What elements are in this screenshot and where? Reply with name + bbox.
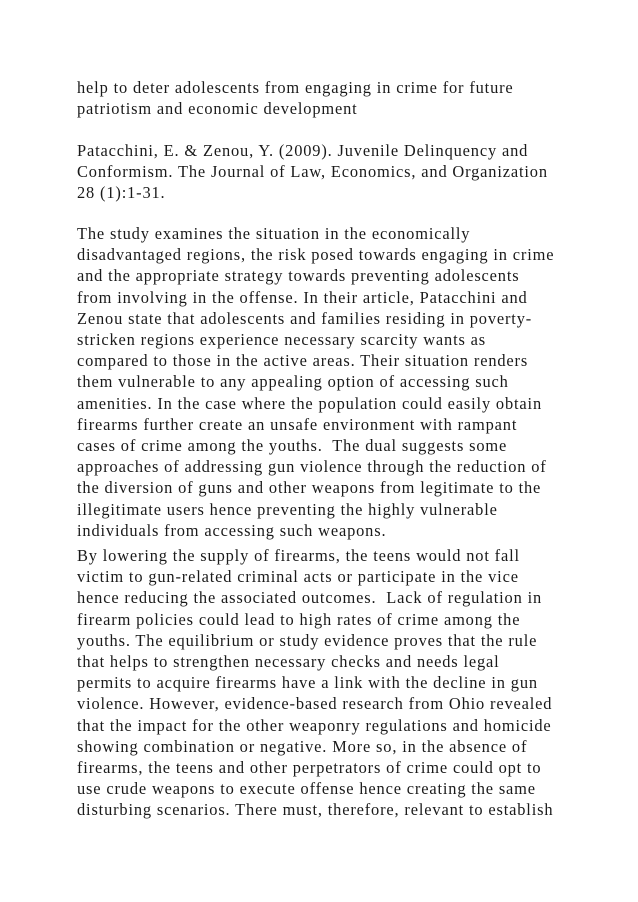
text-line: hence reducing the associated outcomes. Lack of regulation in: [77, 588, 543, 608]
text-line: help to deter adolescents from engaging in crime for future: [77, 78, 514, 97]
text-line: Conformism. The Journal of Law, Economics, and Organization: [77, 162, 548, 182]
text-line: firearm policies could lead to high rates of crime among the: [77, 609, 521, 629]
text-line: individuals from accessing such weapons.: [77, 520, 387, 540]
text-line: compared to those in the active areas. Their situation renders: [77, 351, 529, 371]
text-line: cases of crime among the youths. The dual suggests some: [77, 436, 508, 456]
paragraph-continuation: [77, 77, 577, 119]
reference-citation: [77, 140, 577, 204]
text-line: amenities. In the case where the population could easily obtain: [77, 393, 543, 413]
text-line: use crude weapons to execute offense hence creating the same: [77, 779, 536, 799]
text-line: Patacchini, E. & Zenou, Y. (2009). Juvenile Delinquency and: [77, 141, 529, 160]
paragraph-study-summary: [77, 223, 577, 541]
text-line: 28 (1):1-31.: [77, 183, 166, 203]
text-line: The study examines the situation in the economically: [77, 224, 471, 243]
text-line: the diversion of guns and other weapons from legitimate to the: [77, 478, 542, 498]
text-line: from involving in the offense. In their article, Patacchini and: [77, 287, 528, 307]
text-line: and the appropriate strategy towards preventing adolescents: [77, 266, 520, 286]
text-line: firearms, the teens and other perpetrators of crime could opt to: [77, 758, 542, 778]
text-line: them vulnerable to any appealing option of accessing such: [77, 372, 509, 392]
text-line: firearms further create an unsafe environment with rampant: [77, 414, 518, 434]
text-line: approaches of addressing gun violence through the reduction of: [77, 457, 547, 477]
text-line: violence. However, evidence-based research from Ohio revealed: [77, 694, 553, 714]
text-line: that helps to strengthen necessary checks and needs legal: [77, 652, 500, 672]
text-line: disadvantaged regions, the risk posed towards engaging in crime: [77, 245, 555, 265]
text-line: patriotism and economic development: [77, 99, 358, 119]
text-line: By lowering the supply of firearms, the teens would not fall: [77, 546, 520, 565]
text-line: victim to gun-related criminal acts or participate in the vice: [77, 567, 519, 587]
text-line: youths. The equilibrium or study evidence proves that the rule: [77, 630, 538, 650]
text-line: illegitimate users hence preventing the highly vulnerable: [77, 499, 498, 519]
text-line: disturbing scenarios. There must, therefore, relevant to establish: [77, 800, 554, 820]
paragraph-firearm-supply: [77, 545, 577, 821]
text-line: Zenou state that adolescents and families residing in poverty-: [77, 308, 533, 328]
text-line: stricken regions experience necessary scarcity wants as: [77, 330, 487, 350]
text-line: permits to acquire firearms have a link with the decline in gun: [77, 673, 538, 693]
text-line: that the impact for the other weaponry regulations and homicide: [77, 715, 552, 735]
text-line: showing combination or negative. More so, in the absence of: [77, 736, 528, 756]
